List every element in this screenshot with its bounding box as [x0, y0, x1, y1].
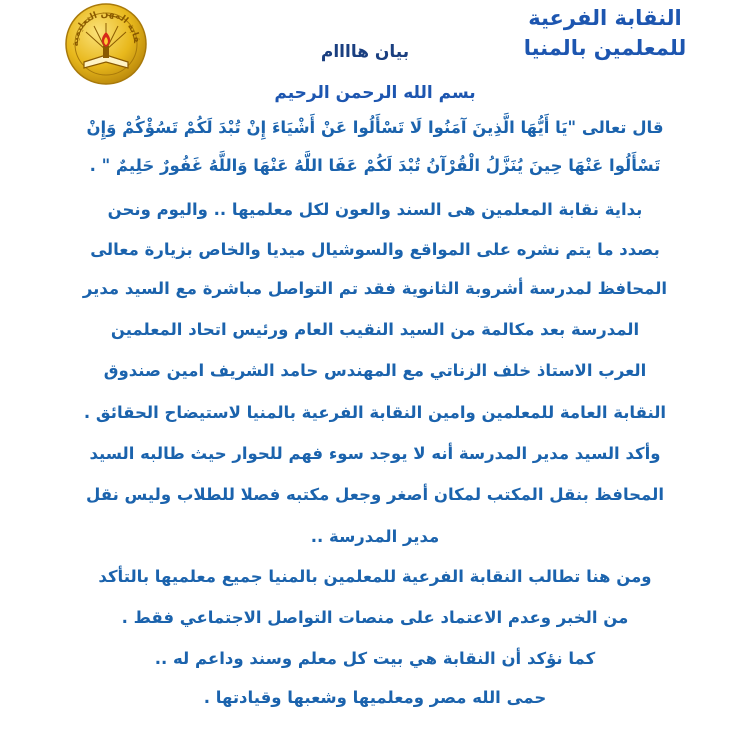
- org-name-line-2: للمعلمين بالمنيا: [523, 36, 687, 60]
- body-line-5: المحافظ لمدرسة أشروبة الثانوية فقد تم التواصل مباشرة مع السيد مدير: [82, 279, 668, 298]
- body-line-14: كما نؤكد أن النقابة هي بيت كل معلم وسند وداعم له ..: [154, 649, 596, 668]
- body-line-7: العرب الاستاذ خلف الزناتي مع المهندس حامد الشريف امين صندوق: [103, 361, 647, 380]
- org-name-line-1: النقابة الفرعية: [528, 6, 682, 30]
- body-line-12: ومن هنا تطالب النقابة الفرعية للمعلمين بالمنيا جميع معلميها بالتأكد: [98, 567, 652, 586]
- body-line-4: بصدد ما يتم نشره على المواقع والسوشيال ميديا والخاص بزيارة معالى: [90, 240, 660, 259]
- body-line-2: تَسْأَلُوا عَنْهَا حِينَ يُنَزَّلُ الْقُرْآنُ تُبْدَ لَكُمْ عَفَا اللَّهُ عَنْهَا وَاللَّهُ غَفُورٌ حَلِيمٌ " .: [89, 156, 661, 175]
- svg-text:نقابة المهن التعليمية: قابة المهن التعليمية: [70, 8, 142, 47]
- body-line-10: المحافظ بنقل المكتب لمكان أصغر وجعل مكتبه فصلا للطلاب وليس نقل: [86, 485, 664, 504]
- body-line-11: مدير المدرسة ..: [310, 527, 440, 546]
- body-line-15: حمى الله مصر ومعلميها وشعبها وقيادتها .: [203, 688, 547, 707]
- bismillah-heading: بسم الله الرحمن الرحيم: [274, 83, 476, 103]
- statement-title: بيان هاااام: [320, 42, 410, 62]
- body-line-3: بداية نقابة المعلمين هى السند والعون لكل معلميها .. واليوم ونحن: [107, 200, 643, 219]
- body-line-9: وأكد السيد مدير المدرسة أنه لا يوجد سوء فهم للحوار حيث طالبه السيد: [89, 444, 661, 463]
- body-line-8: النقابة العامة للمعلمين وامين النقابة الفرعية بالمنيا لاستيضاح الحقائق .: [83, 403, 667, 422]
- body-line-13: من الخبر وعدم الاعتماد على منصات التواصل الاجتماعي فقط .: [121, 608, 629, 627]
- body-line-6: المدرسة بعد مكالمة من السيد النقيب العام ورئيس اتحاد المعلمين: [110, 320, 640, 339]
- body-line-1: قال تعالى "يَا أَيُّهَا الَّذِينَ آمَنُوا لَا تَسْأَلُوا عَنْ أَشْيَاءَ إِنْ تُبْدَ لَكُمْ تَسُؤْكُمْ وَإِنْ: [86, 118, 664, 137]
- teachers-syndicate-logo-icon: [64, 2, 148, 86]
